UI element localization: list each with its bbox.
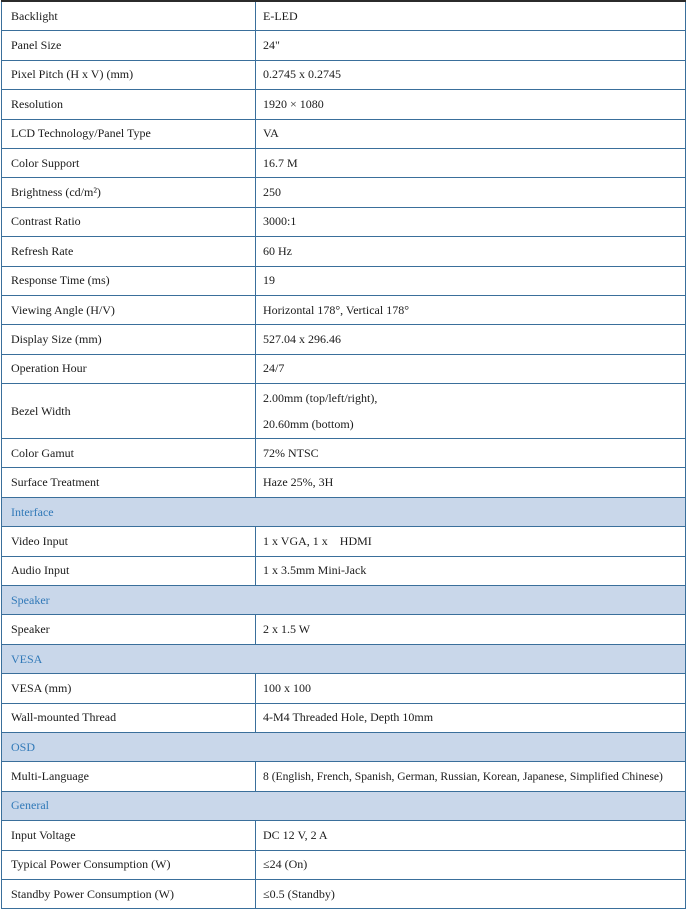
spec-label: Speaker — [2, 615, 256, 644]
spec-value: 60 Hz — [256, 237, 686, 266]
section-title: VESA — [2, 644, 686, 673]
section-header-vesa — [2, 644, 686, 673]
spec-label: Surface Treatment — [2, 468, 256, 497]
table-row — [2, 384, 686, 439]
spec-label: Pixel Pitch (H x V) (mm) — [2, 60, 256, 89]
spec-value: ≤24 (On) — [256, 850, 686, 879]
spec-value: 1 x 3.5mm Mini-Jack — [256, 556, 686, 585]
table-row — [2, 850, 686, 879]
spec-value: E-LED — [256, 1, 686, 31]
spec-value: 0.2745 x 0.2745 — [256, 60, 686, 89]
table-row — [2, 325, 686, 354]
spec-value: 1920 × 1080 — [256, 90, 686, 119]
spec-value: 4-M4 Threaded Hole, Depth 10mm — [256, 703, 686, 732]
spec-label: Bezel Width — [2, 384, 256, 439]
spec-value: Haze 25%, 3H — [256, 468, 686, 497]
spec-label: LCD Technology/Panel Type — [2, 119, 256, 148]
spec-value-line: 20.60mm (bottom) — [263, 417, 354, 432]
spec-label: Response Time (ms) — [2, 266, 256, 295]
spec-value: 24" — [256, 31, 686, 60]
spec-label: Typical Power Consumption (W) — [2, 850, 256, 879]
table-row — [2, 527, 686, 556]
spec-label: Video Input — [2, 527, 256, 556]
table-row — [2, 703, 686, 732]
spec-value: 19 — [256, 266, 686, 295]
spec-label: Wall-mounted Thread — [2, 703, 256, 732]
table-row — [2, 119, 686, 148]
spec-label: Operation Hour — [2, 354, 256, 383]
spec-label: Multi-Language — [2, 762, 256, 791]
spec-value: 250 — [256, 178, 686, 207]
section-header-interface — [2, 497, 686, 526]
table-row — [2, 60, 686, 89]
table-row — [2, 615, 686, 644]
table-row — [2, 207, 686, 236]
spec-label: Color Support — [2, 148, 256, 177]
spec-label: Input Voltage — [2, 821, 256, 850]
spec-value: VA — [256, 119, 686, 148]
table-row — [2, 31, 686, 60]
table-row — [2, 879, 686, 908]
spec-value-line: 2.00mm (top/left/right), — [263, 391, 378, 406]
spec-value: 527.04 x 296.46 — [256, 325, 686, 354]
spec-value: 100 x 100 — [256, 674, 686, 703]
spec-label: Standby Power Consumption (W) — [2, 879, 256, 908]
section-title: Interface — [2, 497, 686, 526]
section-header-osd — [2, 732, 686, 761]
spec-value: 3000:1 — [256, 207, 686, 236]
section-header-general — [2, 791, 686, 820]
table-row — [2, 821, 686, 850]
spec-value: 8 (English, French, Spanish, German, Russian, Korean, Japanese, Simplified Chinese) — [256, 762, 686, 791]
table-row — [2, 295, 686, 324]
spec-value: 16.7 M — [256, 148, 686, 177]
spec-label: Contrast Ratio — [2, 207, 256, 236]
spec-label: Brightness (cd/m²) — [2, 178, 256, 207]
spec-value — [256, 384, 686, 439]
spec-label: Color Gamut — [2, 439, 256, 468]
table-row — [2, 1, 686, 31]
table-row — [2, 148, 686, 177]
spec-label: Viewing Angle (H/V) — [2, 295, 256, 324]
spec-value: 1 x VGA, 1 x HDMI — [256, 527, 686, 556]
table-row — [2, 556, 686, 585]
table-row — [2, 178, 686, 207]
table-row — [2, 90, 686, 119]
table-row — [2, 354, 686, 383]
spec-label: VESA (mm) — [2, 674, 256, 703]
spec-table — [1, 0, 686, 909]
spec-label: Panel Size — [2, 31, 256, 60]
section-title: OSD — [2, 732, 686, 761]
table-row — [2, 468, 686, 497]
spec-label: Audio Input — [2, 556, 256, 585]
spec-value: ≤0.5 (Standby) — [256, 879, 686, 908]
spec-label: Display Size (mm) — [2, 325, 256, 354]
table-row — [2, 439, 686, 468]
spec-value: 72% NTSC — [256, 439, 686, 468]
table-row — [2, 762, 686, 791]
table-row — [2, 266, 686, 295]
spec-label: Refresh Rate — [2, 237, 256, 266]
section-title: Speaker — [2, 586, 686, 615]
section-header-speaker — [2, 586, 686, 615]
spec-value: DC 12 V, 2 A — [256, 821, 686, 850]
spec-value: Horizontal 178°, Vertical 178° — [256, 295, 686, 324]
table-row — [2, 237, 686, 266]
spec-label: Backlight — [2, 1, 256, 31]
spec-label: Resolution — [2, 90, 256, 119]
spec-value: 24/7 — [256, 354, 686, 383]
section-title: General — [2, 791, 686, 820]
spec-value: 2 x 1.5 W — [256, 615, 686, 644]
table-row — [2, 674, 686, 703]
